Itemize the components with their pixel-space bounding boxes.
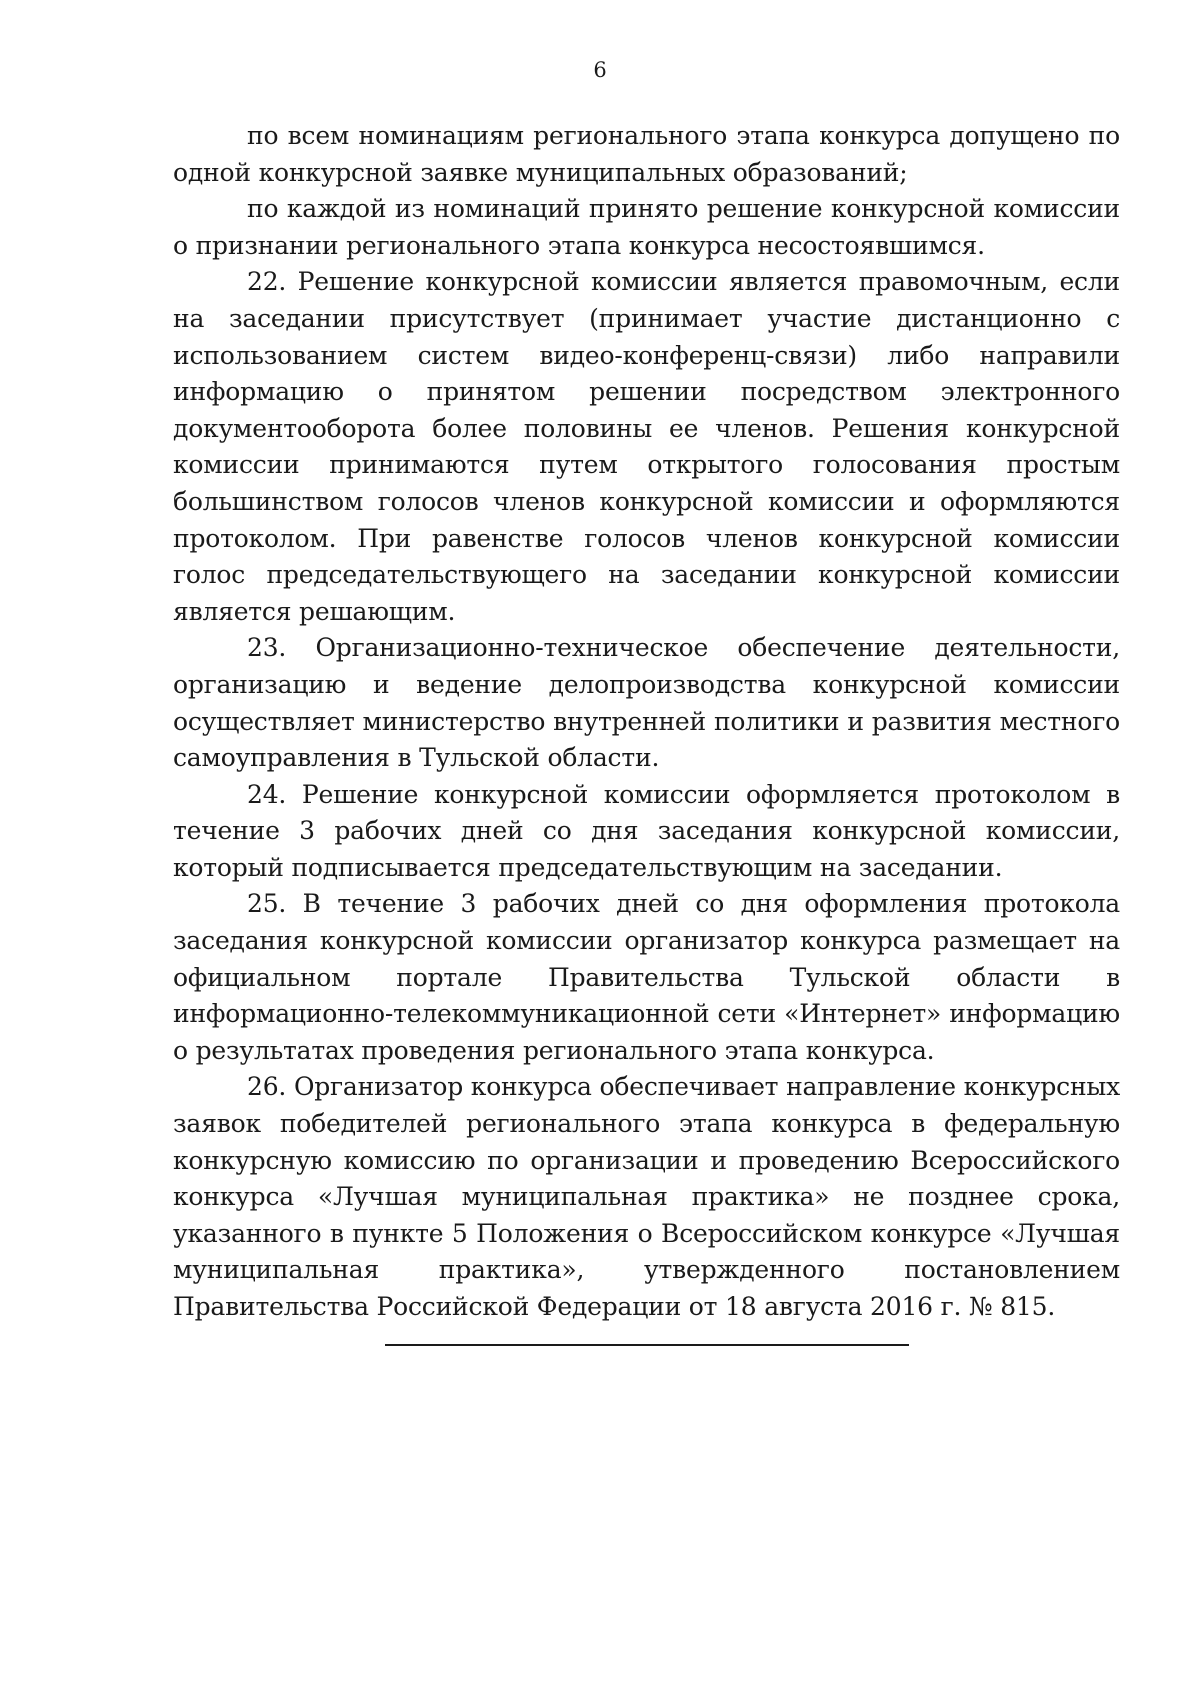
document-body	[173, 118, 1120, 1326]
page-number: 6	[593, 58, 607, 82]
paragraph-nominations-single-application: по всем номинациям регионального этапа конкурса допущено по одной конкурсной заявке муниципальных образований;	[173, 121, 1120, 187]
paragraph-24: 24. Решение конкурсной комиссии оформляется протоколом в течение 3 рабочих дней со дня заседания конкурсной комиссии, который подписывается председательствующим на заседании.	[173, 779, 1120, 882]
paragraph-nominations-failed: по каждой из номинаций принято решение конкурсной комиссии о признании регионального этапа конкурса несостоявшимся.	[173, 194, 1120, 260]
end-separator-line	[385, 1344, 909, 1346]
paragraph-26: 26. Организатор конкурса обеспечивает направление конкурсных заявок победителей регионального этапа конкурса в федеральную конкурсную комиссию по организации и проведению Всероссийского конкурса «Лучшая муниципальная практика» не позднее срока, указанного в пункте 5 Положения о Всероссийском конкурсе «Лучшая муниципальная практика», утвержденного постановлением Правительства Российской Федерации от 18 августа 2016 г. № 815.	[173, 1072, 1120, 1321]
paragraph-25: 25. В течение 3 рабочих дней со дня оформления протокола заседания конкурсной комиссии организатор конкурса размещает на официальном портале Правительства Тульской области в информационно-телекоммуникационной сети «Интернет» информацию о результатах проведения регионального этапа конкурса.	[173, 889, 1120, 1065]
paragraph-22: 22. Решение конкурсной комиссии является правомочным, если на заседании присутствует (принимает участие дистанционно с использованием систем видео-конференц-связи) либо направили информацию о принятом решении посредством электронного документооборота более половины ее членов. Решения конкурсной комиссии принимаются путем открытого голосования простым большинством голосов членов конкурсной комиссии и оформляются протоколом. При равенстве голосов членов конкурсной комиссии голос председательствующего на заседании конкурсной комиссии является решающим.	[173, 267, 1120, 626]
paragraph-23: 23. Организационно-техническое обеспечение деятельности, организацию и ведение делопроизводства конкурсной комиссии осуществляет министерство внутренней политики и развития местного самоуправления в Тульской области.	[173, 633, 1120, 773]
